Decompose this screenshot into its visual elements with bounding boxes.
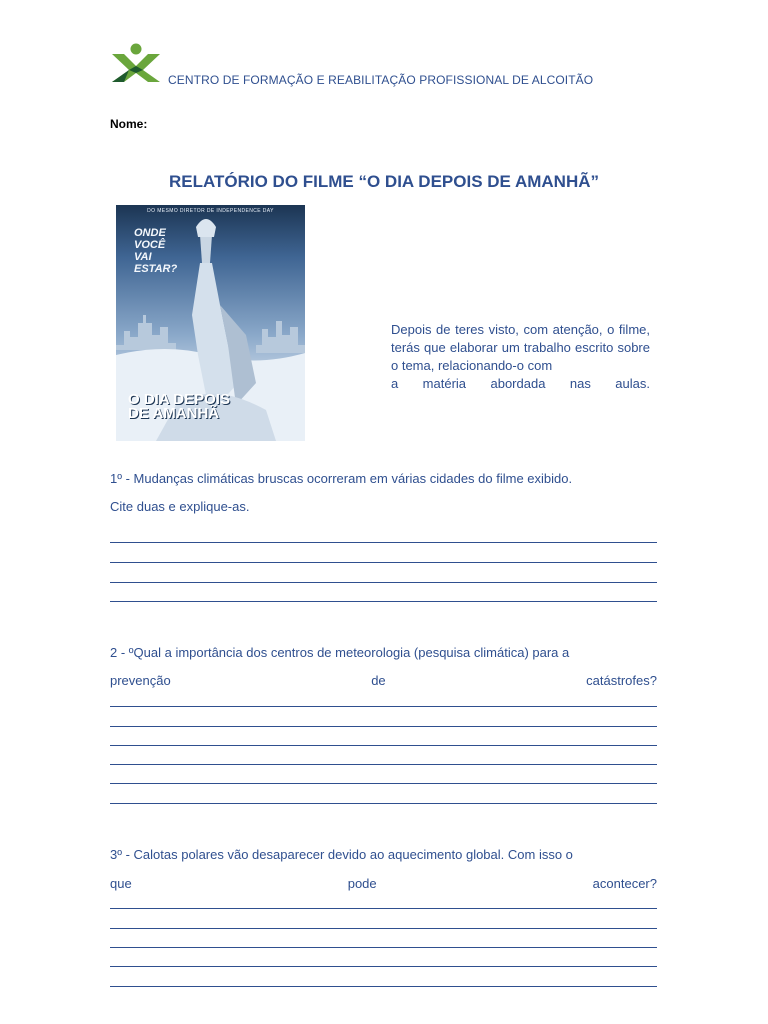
poster-title-line: O DIA DEPOIS	[128, 391, 230, 408]
answer-line	[110, 986, 657, 987]
question-3-word: pode	[347, 876, 377, 891]
intro-paragraph	[391, 321, 650, 393]
question-1-cont: Cite duas e explique-as.	[110, 499, 250, 514]
answer-line	[110, 908, 657, 909]
poster-title-line: DE AMANHÃ	[128, 405, 220, 422]
poster-tagline-line: VAI	[134, 251, 152, 263]
poster-top-line: DO MESMO DIRETOR DE INDEPENDENCE DAY	[147, 208, 274, 214]
answer-line	[110, 582, 657, 583]
org-name: CENTRO DE FORMAÇÃO E REABILITAÇÃO PROFISSIONAL DE ALCOITÃO	[168, 73, 594, 87]
answer-line	[110, 783, 657, 784]
poster-tagline-line: ESTAR?	[134, 263, 178, 275]
answer-line	[110, 947, 657, 948]
answer-line	[110, 601, 657, 602]
question-2-word: de	[371, 673, 386, 688]
answer-line	[110, 764, 657, 765]
answer-line	[110, 745, 657, 746]
name-label: Nome:	[110, 117, 148, 131]
answer-line	[110, 706, 657, 707]
poster-tagline-line: ONDE	[134, 227, 166, 239]
question-2: 2 - ºQual a importância dos centros de meteorologia (pesquisa climática) para a	[110, 645, 570, 660]
answer-line	[110, 562, 657, 563]
page-title: RELATÓRIO DO FILME “O DIA DEPOIS DE AMANHÃ”	[168, 172, 600, 191]
intro-text: Depois de teres visto, com atenção, o filme, terás que elaborar um trabalho escrito sobre o tema, relacionando-o com	[391, 322, 650, 373]
answer-line	[110, 928, 657, 929]
poster-title	[128, 393, 230, 421]
question-3-cont	[110, 876, 657, 891]
question-2-word: prevenção	[110, 673, 171, 688]
answer-line	[110, 726, 657, 727]
answer-line	[110, 966, 657, 967]
poster-tagline	[134, 227, 177, 275]
question-3-word: acontecer?	[592, 876, 657, 891]
answer-line	[110, 542, 657, 543]
question-2-word: catástrofes?	[586, 673, 657, 688]
movie-poster	[116, 205, 305, 441]
logo-mark-icon	[110, 42, 162, 84]
question-1: 1º - Mudanças climáticas bruscas ocorreram em várias cidades do filme exibido.	[110, 471, 573, 486]
intro-last-line: a matéria abordada nas aulas.	[391, 376, 650, 391]
question-3: 3º - Calotas polares vão desaparecer devido ao aquecimento global. Com isso o	[110, 847, 573, 862]
question-2-cont	[110, 673, 657, 688]
question-3-word: que	[110, 876, 132, 891]
poster-tagline-line: VOCÊ	[134, 239, 166, 251]
logo	[110, 42, 162, 84]
answer-line	[110, 803, 657, 804]
